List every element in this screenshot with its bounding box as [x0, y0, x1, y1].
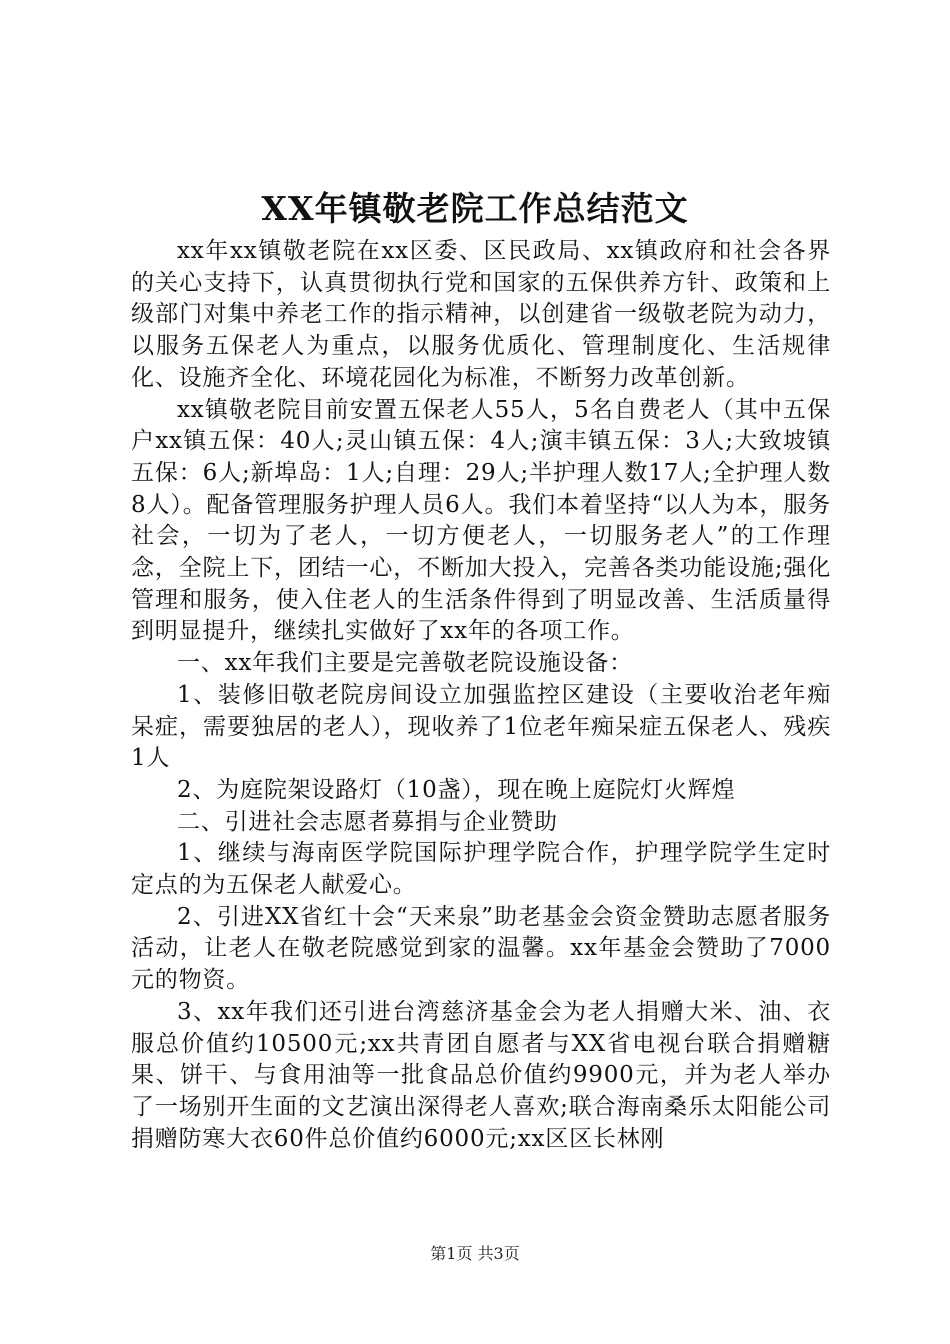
paragraph-intro: xx年xx镇敬老院在xx区委、区民政局、xx镇政府和社会各界的关心支持下，认真贯彻执行党和国家的五保供养方针、政策和上级部门对集中养老工作的指示精神，以创建省一级敬老院为动力，以服务五保老人为重点，以服务优质化、管理制度化、生活规律化、设施齐全化、环境花园化为标准，不断努力改革创新。	[131, 238, 831, 391]
page-footer	[0, 1244, 950, 1264]
paragraph-facility-item-2: 2、为庭院架设路灯（10盏），现在晚上庭院灯火辉煌	[177, 776, 736, 803]
paragraph-volunteer-item-1: 1、继续与海南医学院国际护理学院合作，护理学院学生定时定点的为五保老人献爱心。	[131, 840, 831, 899]
page-indicator: 第1页 共3页	[430, 1244, 520, 1263]
section-heading-volunteers: 二、引进社会志愿者募捐与企业赞助	[177, 808, 558, 835]
document-title: XX年镇敬老院工作总结范文	[261, 189, 689, 228]
paragraph-overview: xx镇敬老院目前安置五保老人55人，5名自费老人（其中五保户xx镇五保：40人;灵山镇五保：4人;演丰镇五保：3人;大致坡镇五保：6人;新埠岛：1人;自理：29人;半护理人数17人;全护理人数8人）。配备管理服务护理人员6人。我们本着坚持“以人为本，服务社会，一切为了老人，一切方便老人，一切服务老人”的工作理念，全院上下，团结一心，不断加大投入，完善各类功能设施;强化管理和服务，使入住老人的生活条件得到了明显改善、生活质量得到明显提升，继续扎实做好了xx年的各项工作。	[131, 396, 831, 645]
section-heading-facilities: 一、xx年我们主要是完善敬老院设施设备：	[177, 650, 633, 677]
paragraph-volunteer-item-3: 3、xx年我们还引进台湾慈济基金会为老人捐赠大米、油、衣服总价值约10500元;xx共青团自愿者与XX省电视台联合捐赠糖果、饼干、与食用油等一批食品总价值约9900元，并为老人举办了一场别开生面的文艺演出深得老人喜欢;联合海南桑乐太阳能公司捐赠防寒大衣60件总价值约6000元;xx区区长林刚	[131, 998, 831, 1152]
paragraph-facility-item-1: 1、装修旧敬老院房间设立加强监控区建设（主要收治老年痴呆症，需要独居的老人），现收养了1位老年痴呆症五保老人、残疾1人	[131, 681, 831, 772]
paragraph-volunteer-item-2: 2、引进XX省红十会“天来泉”助老基金会资金赞助志愿者服务活动，让老人在敬老院感觉到家的温馨。xx年基金会赞助了7000元的物资。	[131, 903, 831, 994]
document-body	[131, 236, 831, 1155]
